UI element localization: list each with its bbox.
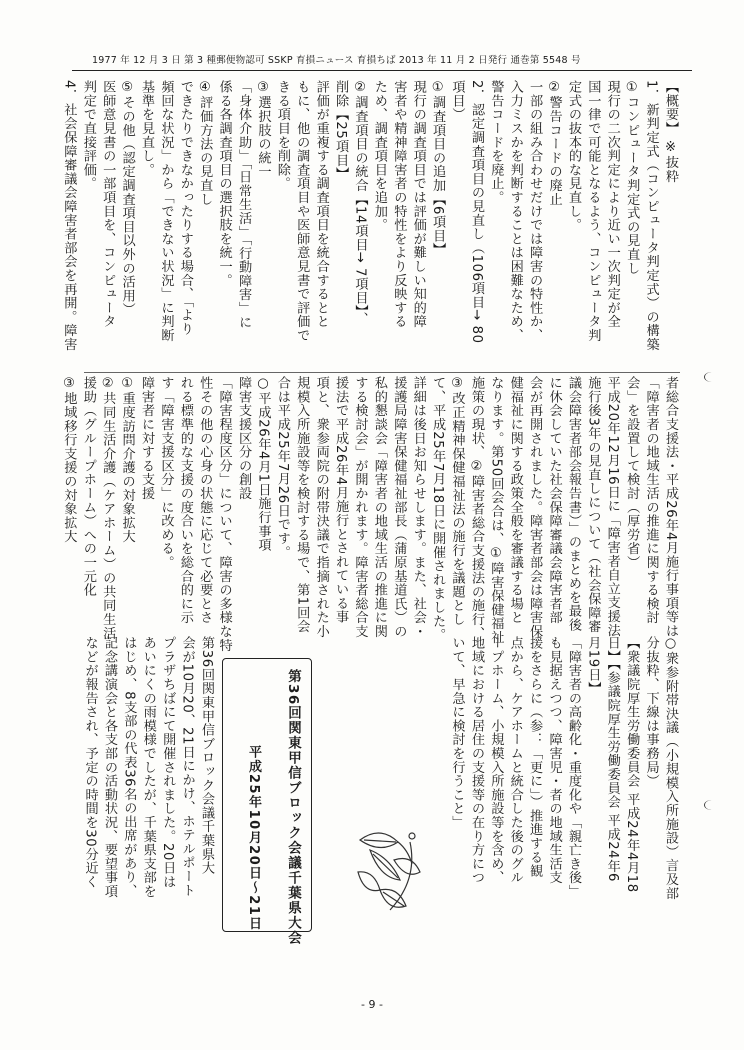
event-title: 第36回関東甲信ブロック会議千葉県大会 [285,669,301,946]
event-title-box [222,658,312,946]
block-meeting-report-column: 第36回関東甲信ブロック会議千葉県大 会が10月20、21日にかけ、ホテルポート プラザちばにて開催されました。20日は あいにくの雨模様でしたが、千葉県支部を はじめ、8支部の代表36名の出席があり、 記念講演会と各支部の活動状況、要望事項 などが報告され、予定の時間を30分近く [82,636,214,899]
newsletter-header: 1977 年 12 月 3 日 第 3 種郵便物認可 SSKP 育損ニュース 育損ちば 2013 年 11 月 2 日発行 通巻第 5548 号 [92,55,581,66]
supplementary-resolution-column: ○衆参附帯決議（小規模入所施設）言及部 分抜粋、下線は事務局） 【衆議院厚生労働委員会 平成24年4月18 日】【参議院厚生労働委員会 平成24年6 月19日】 「障害者の高齢化・重度化や「親亡き後」 も見据えつつ、障害児・者の地域生活支 援をさらに（参：「更に」）推進する観 点から、ケアホームと統合した後のグル ープホーム、小規模入所施設等を含め、 地域における居住の支援等の在り方につ いて、早急に検討を行うこと」 [449,636,678,900]
header-rule [72,70,692,71]
summary-column: 【概要】 ※抜粋 1．新判定式（コンピュータ判定式）の構築 ①コンピュータ判定式の見直し 現行の二次判定により近い一次判定が全 国一律で可能となるよう、コンピュータ判 定式の抜本的な見直し。 ②警告コードの廃止 一部の組み合わせだけでは障害の特性か、 入力ミスかを判断することは困難なため、 警告コードを廃止。 2．認定調査項目の見直し（106項目→ 80 項目） ①調査項目の追加【6項目】 現行の調査項目では評価が難しい知的障 害者や精神障害者の特性をより反映する ため、調査項目を追加。 ②調査項目の統合【14項目→ 7項目】、 削除【25項目】 評価が重複する調査項目を統合するとと もに、他の調査項目や医師意見書で評価で きる項目を削除。 ③選択肢の統一 「身体介助」「日常生活」「行動障害」に 係る各調査項目の選択肢を統一。 ④評価方法の見直し できたりできなかったりする場合、「より 頻回な状況」から「できない状況」に判断 基準を見直し。 ⑤その他（認定調査項目以外の活用） 医師意見書の一部項目を、コンピュータ 判定で直接評価。 4．社会保障審議会障害者部会を再開。障害 [61,80,678,352]
binding-mark [704,800,719,810]
binding-mark [704,372,719,382]
disability-committee-column: 者総合支援法・平成26年4月施行事項等は 「障害者の地域生活の推進に関する検討 会」を設置して検討（厚労省） 平成20年12月16日に「障害者自立支援法 施行後3年の見直しについて（社会保障審 議会障害者部会報告書）」のまとめを最後 に休会していた社会保障審議会障害者部 会が再開されました。障害者部会は障害保 健福祉に関する政策全般を審議する場と なります。第50回会合は、①障害保健福祉 施策の現状、②障害者総合支援法の施行、 ③改正精神保健福祉法の施行を議題とし て、平成25年7月18日に開催されました。 詳細は後日お知らせします。また、社会・ 援護局障害保健福祉部長（蒲原基道氏）の 私的懇談会「障害者の地域生活の推進に関 する検討会」が開かれます。障害者総合支 援法で平成26年4月施行とされている事 項と、衆参両院の附帯決議で指摘された小 規模入所施設等を検討する場で、第1回会 合は平成25年7月26日です。 ○平成26年4月1日施行事項 障害支援区分の創設 「障害程度区分」について、障害の多様な特 性その他の心身の状態に応じて必要とさ れる標準的な支援の度合いを総合的に示 す「障害支援区分」に改める。 障害者に対する支援 ①重度訪問介護の対象拡大 ②共同生活介護（ケアホーム）の共同生活 援助（グループホーム）への一元化 ③地域移行支援の対象拡大 [61,376,678,652]
leaves-illustration [350,820,425,918]
page-number: - 9 - [361,998,383,1011]
event-date: 平成25年10月20日～21日 [246,745,261,931]
section-divider [84,372,680,373]
